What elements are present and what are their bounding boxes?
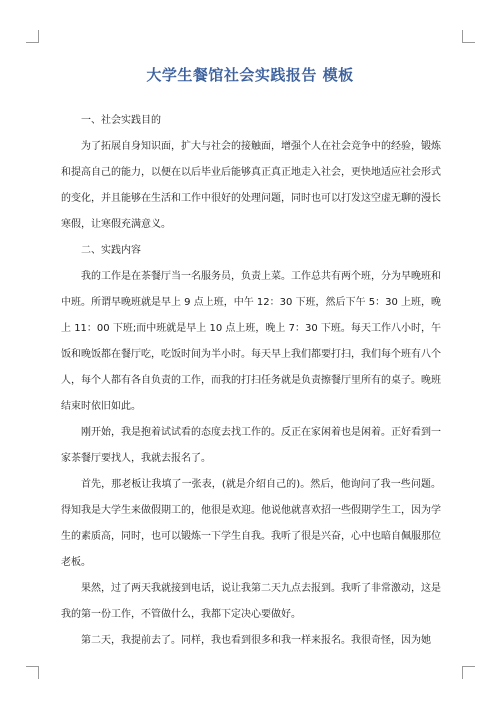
- crop-mark-top-right: [462, 30, 475, 43]
- paragraph: 刚开始，我是抱着试试看的态度去找工作的。反正在家闲着也是闲着。正好看到一家茶餐厅要找人，我就去报名了。: [61, 427, 441, 464]
- document-body: [61, 108, 441, 654]
- crop-mark-top-left: [26, 30, 39, 43]
- section-heading: 一、社会实践目的: [81, 115, 161, 126]
- document-title: 大学生餐馆社会实践报告 模板: [146, 66, 354, 84]
- section-heading: 二、实践内容: [81, 245, 141, 256]
- section-purpose: [61, 108, 441, 238]
- crop-mark-bottom-right: [462, 666, 475, 679]
- paragraph: 我的工作是在茶餐厅当一名服务员，负责上菜。工作总共有两个班，分为早晚班和中班。所谓早晚班就是早上 9 点上班，中午 12：30 下班，然后下午 5：30 上班，晚上 11：00 下班;而中班就是早上 10 点上班，晚上 7：30 下班。每天工作八小时，午饭和晚饭都在餐厅吃，吃饭时间为半小时。每天早上我们都要打扫，我们每个班有八个人，每个人都有各自负责的工作，而我的打扫任务就是负责擦餐厅里所有的桌子。晚班结束时依旧如此。: [61, 271, 441, 412]
- section-content: [61, 238, 441, 654]
- crop-mark-bottom-left: [26, 666, 39, 679]
- paragraph: 首先，那老板让我填了一张表，(就是介绍自己的)。然后，他询问了我一些问题。得知我是大学生来做假期工的，他很是欢迎。他说他就喜欢招一些假期学生工，因为学生的素质高，同时，也可以锻炼一下学生自我。我听了很是兴奋，心中也暗自佩服那位老板。: [61, 479, 441, 568]
- paragraph: 第二天，我提前去了。同样，我也看到很多和我一样来报名。我很奇怪，因为她: [81, 635, 431, 646]
- paragraph: 果然，过了两天我就接到电话，说让我第二天九点去报到。我听了非常激动，这是我的第一份工作，不管做什么，我都下定决心要做好。: [61, 583, 441, 620]
- paragraph: 为了拓展自身知识面，扩大与社会的接触面，增强个人在社会竞争中的经验，锻炼和提高自己的能力，以便在以后毕业后能够真正真正地走入社会，更快地适应社会形式的变化，并且能够在生活和工作中很好的处理问题，同时也可以打发这空虚无聊的漫长寒假，让寒假充满意义。: [61, 141, 441, 230]
